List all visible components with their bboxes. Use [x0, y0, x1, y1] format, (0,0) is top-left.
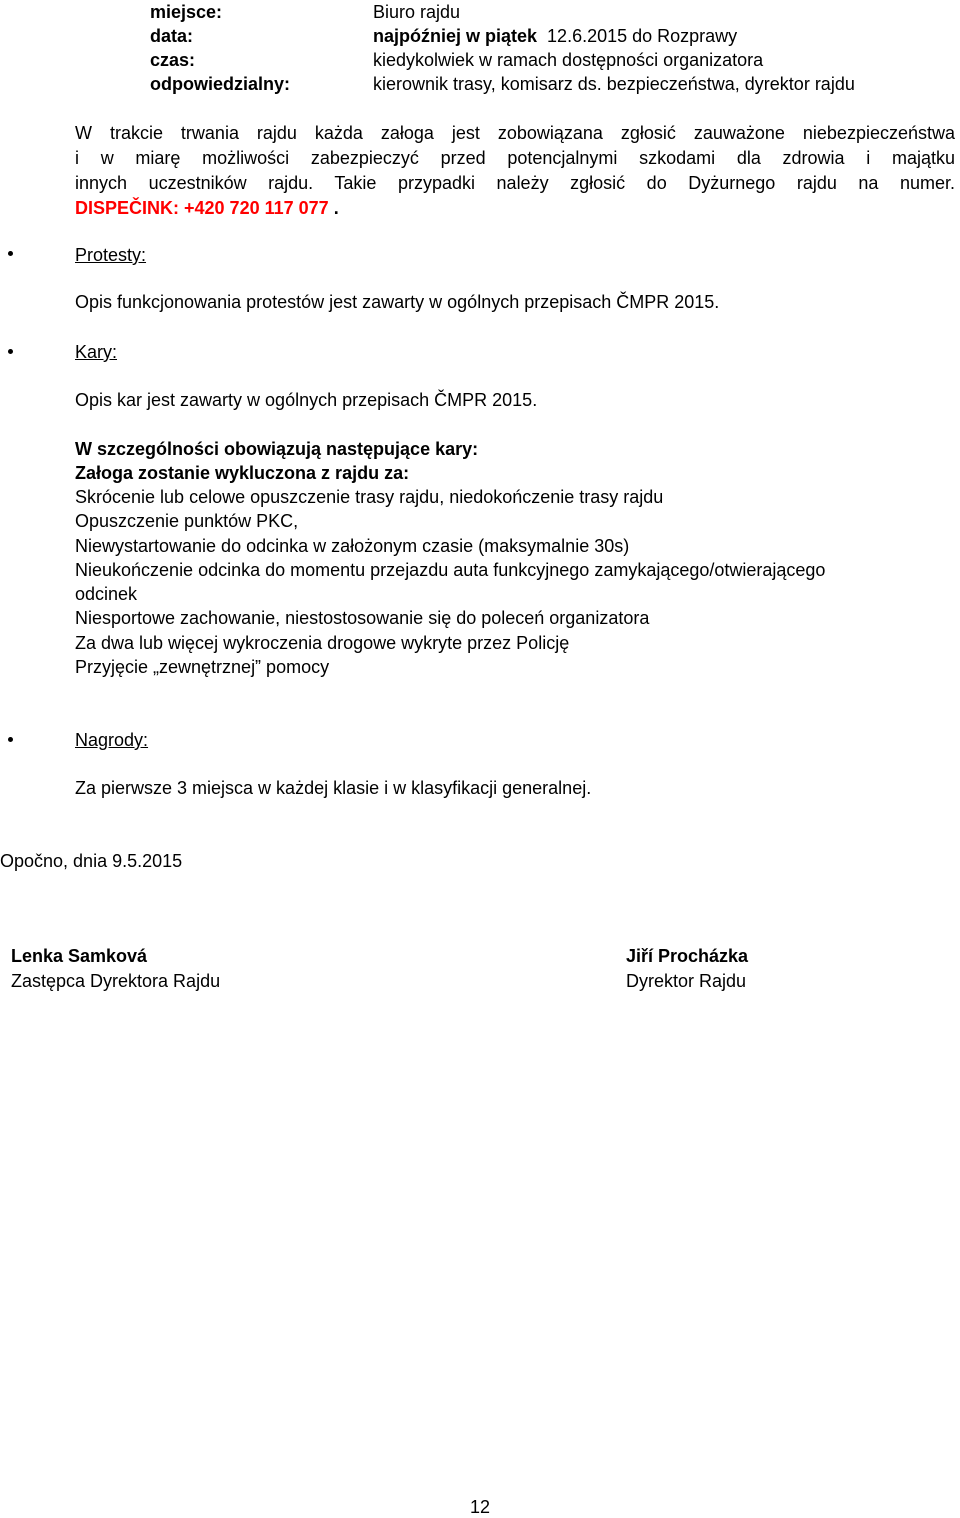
- protests-text: Opis funkcjonowania protestów jest zawarty w ogólnych przepisach ČMPR 2015.: [75, 292, 720, 312]
- place-value: Biuro rajdu: [373, 2, 461, 22]
- intro-line: W trakcie trwania rajdu każda załoga jest zobowiązana zgłosić zauważone niebezpieczeństwa: [75, 123, 955, 143]
- penalties-text: Opis kar jest zawarty w ogólnych przepisach ČMPR 2015.: [75, 390, 538, 410]
- signature-role: Dyrektor Rajdu: [626, 971, 747, 991]
- signature-name: Jiří Procházka: [626, 946, 749, 966]
- page-number: 12: [469, 1497, 491, 1517]
- signature-left: [11, 944, 220, 994]
- dispatch-line: [75, 196, 955, 221]
- prizes-text: Za pierwsze 3 miejsca w każdej klasie i w klasyfikacji generalnej.: [75, 778, 592, 798]
- date-value: [373, 25, 737, 47]
- penalty-item: Nieukończenie odcinka do momentu przejazdu auta funkcyjnego zamykającego/otwierającego: [75, 560, 826, 580]
- place-date: Opočno, dnia 9.5.2015: [0, 851, 183, 871]
- date-value-bold: najpóźniej w piątek: [373, 26, 538, 46]
- responsible-value: kierownik trasy, komisarz ds. bezpieczeństwa, dyrektor rajdu: [373, 74, 855, 94]
- intro-line: i w miarę możliwości zabezpieczyć przed potencjalnymi szkodami dla zdrowia i majątku: [75, 148, 955, 168]
- bullet-icon: [8, 349, 13, 354]
- penalties-subheading: W szczególności obowiązują następujące kary:: [75, 439, 479, 459]
- responsible-label: odpowiedzialny:: [150, 74, 291, 94]
- signature-role: Zastępca Dyrektora Rajdu: [11, 971, 221, 991]
- exclusion-heading: Załoga zostanie wykluczona z rajdu za:: [75, 463, 410, 483]
- signature-right: [626, 944, 748, 994]
- penalty-item: Przyjęcie „zewnętrznej” pomocy: [75, 657, 330, 677]
- prizes-heading: Nagrody:: [75, 730, 149, 750]
- bullet-icon: [8, 251, 13, 256]
- intro-paragraph: [75, 121, 955, 221]
- dispatch-number: DISPEČINK: +420 720 117 077: [75, 198, 329, 218]
- protests-heading: Protesty:: [75, 245, 147, 265]
- penalty-item: odcinek: [75, 584, 138, 604]
- place-label: miejsce:: [150, 2, 223, 22]
- penalty-item: Skrócenie lub celowe opuszczenie trasy rajdu, niedokończenie trasy rajdu: [75, 487, 664, 507]
- penalty-item: Niewystartowanie do odcinka w założonym czasie (maksymalnie 30s): [75, 536, 630, 556]
- penalty-item: Za dwa lub więcej wykroczenia drogowe wykryte przez Policję: [75, 633, 570, 653]
- date-label: data:: [150, 26, 194, 46]
- date-value-rest: 12.6.2015 do Rozprawy: [547, 26, 738, 46]
- signature-name: Lenka Samková: [11, 946, 148, 966]
- penalties-heading: Kary:: [75, 342, 118, 362]
- time-value: kiedykolwiek w ramach dostępności organizatora: [373, 50, 764, 70]
- intro-line: innych uczestników rajdu. Takie przypadki należy zgłosić do Dyżurnego rajdu na numer.: [75, 173, 955, 193]
- dispatch-end: .: [333, 198, 339, 218]
- penalty-item: Niesportowe zachowanie, niestostosowanie się do poleceń organizatora: [75, 608, 650, 628]
- penalty-item: Opuszczenie punktów PKC,: [75, 511, 299, 531]
- time-label: czas:: [150, 50, 196, 70]
- bullet-icon: [8, 737, 13, 742]
